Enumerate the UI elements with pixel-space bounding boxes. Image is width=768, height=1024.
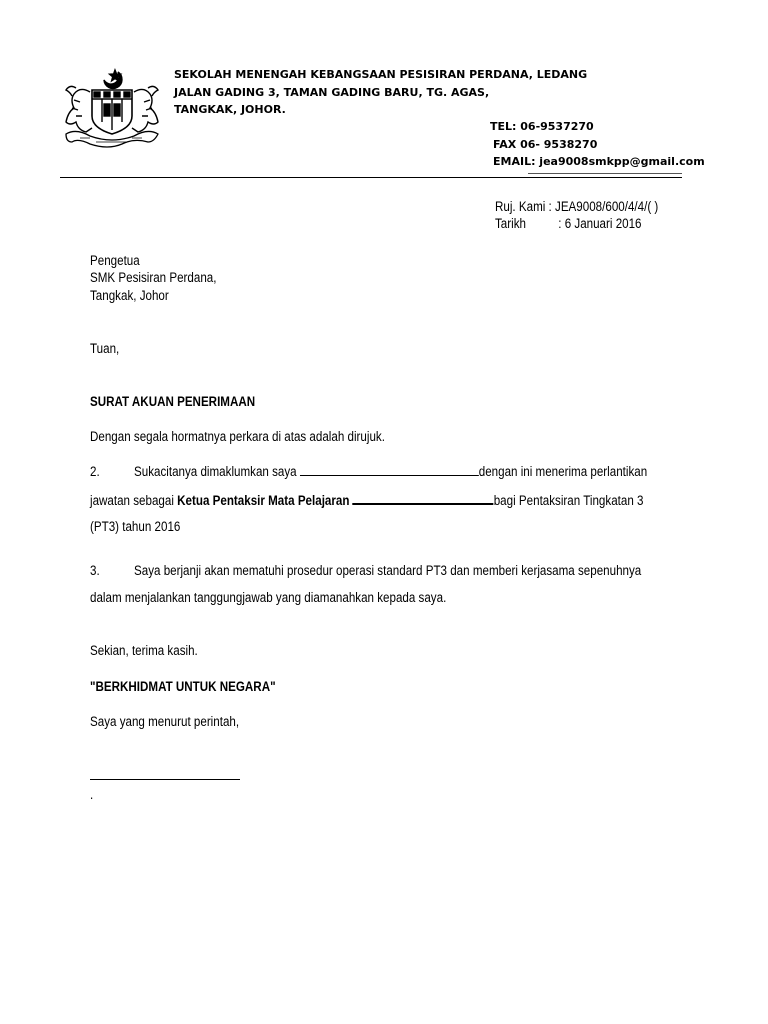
paragraph-2-line-2: [90, 491, 643, 509]
signature-dot: .: [90, 787, 94, 802]
signature-line[interactable]: [90, 779, 240, 780]
email-address: EMAIL: jea9008smkpp@gmail.com: [493, 155, 705, 168]
recipient-line-1: Pengetua: [90, 253, 140, 268]
paragraph-3-line-1: Saya berjanji akan mematuhi prosedur operasi standard PT3 dan memberi kerjasama sepenuhnya: [134, 563, 642, 578]
p2-line1-text-a: Sukacitanya dimaklumkan saya: [134, 464, 297, 479]
p2-line2-text-a: jawatan sebagai: [90, 493, 174, 508]
recipient-line-3: Tangkak, Johor: [90, 288, 169, 303]
letterhead-divider: [60, 177, 682, 178]
fax-number: FAX 06- 9538270: [493, 138, 598, 151]
school-name: SEKOLAH MENENGAH KEBANGSAAN PESISIRAN PERDANA, LEDANG: [174, 68, 588, 81]
tel-number: TEL: 06-9537270: [490, 120, 594, 133]
paragraph-1: Dengan segala hormatnya perkara di atas adalah dirujuk.: [90, 429, 385, 444]
address-line-1: JALAN GADING 3, TAMAN GADING BARU, TG. AGAS,: [174, 86, 490, 99]
subject-heading: SURAT AKUAN PENERIMAAN: [90, 394, 256, 409]
recipient-line-2: SMK Pesisiran Perdana,: [90, 270, 217, 285]
paragraph-3-line-2: dalam menjalankan tanggungjawab yang diamanahkan kepada saya.: [90, 590, 447, 605]
reference-date: [495, 215, 642, 232]
closing-obedient: Saya yang menurut perintah,: [90, 714, 240, 729]
paragraph-2-line-1: [134, 463, 647, 480]
paragraph-2-line-3: (PT3) tahun 2016: [90, 519, 181, 534]
contact-divider: [528, 173, 682, 174]
paragraph-3-number: 3.: [90, 563, 100, 578]
date-value: : 6 Januari 2016: [558, 216, 642, 231]
coat-of-arms-icon: [56, 66, 168, 150]
reference-ruj: [495, 198, 658, 215]
salutation: Tuan,: [90, 341, 120, 356]
subject-blank-line[interactable]: [353, 491, 494, 505]
motto: "BERKHIDMAT UNTUK NEGARA": [90, 679, 276, 694]
p2-line2-bold: Ketua Pentaksir Mata Pelajaran: [177, 493, 350, 508]
name-blank-line[interactable]: [300, 463, 479, 476]
ruj-value: : JEA9008/600/4/4/( ): [548, 199, 659, 214]
ruj-label: Ruj. Kami: [495, 199, 546, 214]
p2-line1-text-b: dengan ini menerima perlantikan: [478, 464, 648, 479]
p2-line2-text-b: bagi Pentaksiran Tingkatan 3: [493, 493, 644, 508]
date-label: Tarikh: [495, 216, 526, 231]
closing-thanks: Sekian, terima kasih.: [90, 643, 198, 658]
paragraph-2-number: 2.: [90, 464, 100, 479]
address-line-2: TANGKAK, JOHOR.: [174, 103, 286, 116]
